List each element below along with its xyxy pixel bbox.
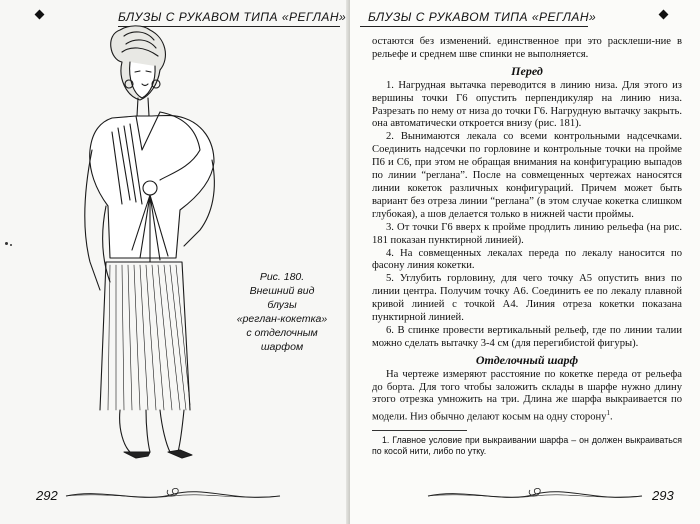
right-header-rule: [360, 26, 588, 27]
section-title-scarf: Отделочный шарф: [475, 352, 579, 367]
intro-paragraph: остаются без изменений. единственное при это расклеши-ние в рельефе и среднем шве спинки не выполняется.: [372, 36, 682, 60]
section-title-front: Перед: [511, 63, 543, 78]
caption-line: шарфом: [260, 341, 304, 353]
paragraph: 5. Углубить горловину, для чего точку А5 опустить вниз по линии центра. Получим точку А6. Соединить ее по лекалу плавной кривой линией с точкой А4. Линия отреза кокетки показана пунктирной линией.: [372, 273, 682, 324]
footnote-rule: [372, 430, 467, 431]
scan-speck: [5, 242, 8, 245]
footnote-mark: 1: [606, 409, 610, 418]
right-running-header: БЛУЗЫ С РУКАВОМ ТИПА «РЕГЛАН»: [368, 10, 597, 24]
left-page-number: 292: [36, 488, 58, 503]
left-running-header: БЛУЗЫ С РУКАВОМ ТИПА «РЕГЛАН»: [118, 10, 347, 24]
figure-caption: [236, 270, 328, 354]
scan-speck: [10, 244, 12, 246]
caption-line: «реглан-кокетка»: [236, 313, 328, 325]
right-body-text: [372, 36, 682, 457]
scarf-paragraph: На чертеже измеряют расстояние по кокетке переда от рельефа до борта. Для того чтобы заложить склады в шарфе нужно длину этого отрезка умножить на три. Длина же шарфа выкраивается по модели. Низ обычно делают косым на одну сторону$^1$.: [372, 368, 682, 423]
footnote: 1. Главное условие при выкраивании шарфа – он должен выкраиваться по косой нити, либо по утку.: [372, 434, 682, 456]
right-page-number: 293: [652, 488, 674, 503]
caption-line: Внешний вид: [249, 285, 315, 297]
caption-line: с отделочным: [246, 327, 318, 339]
flourish-ornament-icon: [426, 484, 646, 506]
paragraph: 4. На совмещенных лекалах переда по лекалу наносится по фасону линия кокетки.: [372, 247, 682, 272]
diamond-ornament-icon: [659, 10, 669, 20]
caption-line: Рис. 180.: [259, 271, 305, 283]
paragraph: 2. Вынимаются лекала со всеми контрольными надсечками. Соединить надсечки по горловине и контрольные точки на пройме П6 и С6, при этом не обращая внимания на конфигурацию выпадов по линии “реглана”. После на совмещенных чертежах наносятся линии кокеток различных конфигураций. Причем может быть вариант без отреза линии “реглана” (в этом случае кокетка слишком глубокая), а шов делается только в нижней части проймы.: [372, 131, 682, 220]
paragraph: 3. От точки Г6 вверх к пройме продлить линию рельефа (на рис. 181 показан пунктирной линией).: [372, 221, 682, 246]
paragraph: 1. Нагрудная вытачка переводится в линию низа. Для этого из вершины точки Г6 опустить перпендикуляр на линию низа. Разрезать по нему от низа до точки Г6. Нагрудную вытачку закрыть. она автоматически откроется внизу (рис. 181).: [372, 79, 682, 130]
scarf-text: На чертеже измеряют расстояние по кокетке переда от рельефа до борта. Для того чтобы заложить склады в шарфе нужно длину этого отрезка умножить на три. Длина же шарфа выкраивается по модели. Низ обычно делают косым на одну сторону: [372, 368, 682, 423]
caption-line: блузы: [267, 299, 297, 311]
fashion-illustration: [0, 0, 350, 480]
paragraph: 6. В спинке провести вертикальный рельеф, где по линии талии можно сделать вытачку 3-4 см (для перегибистой фигуры).: [372, 324, 682, 349]
flourish-ornament-icon: [64, 484, 284, 506]
